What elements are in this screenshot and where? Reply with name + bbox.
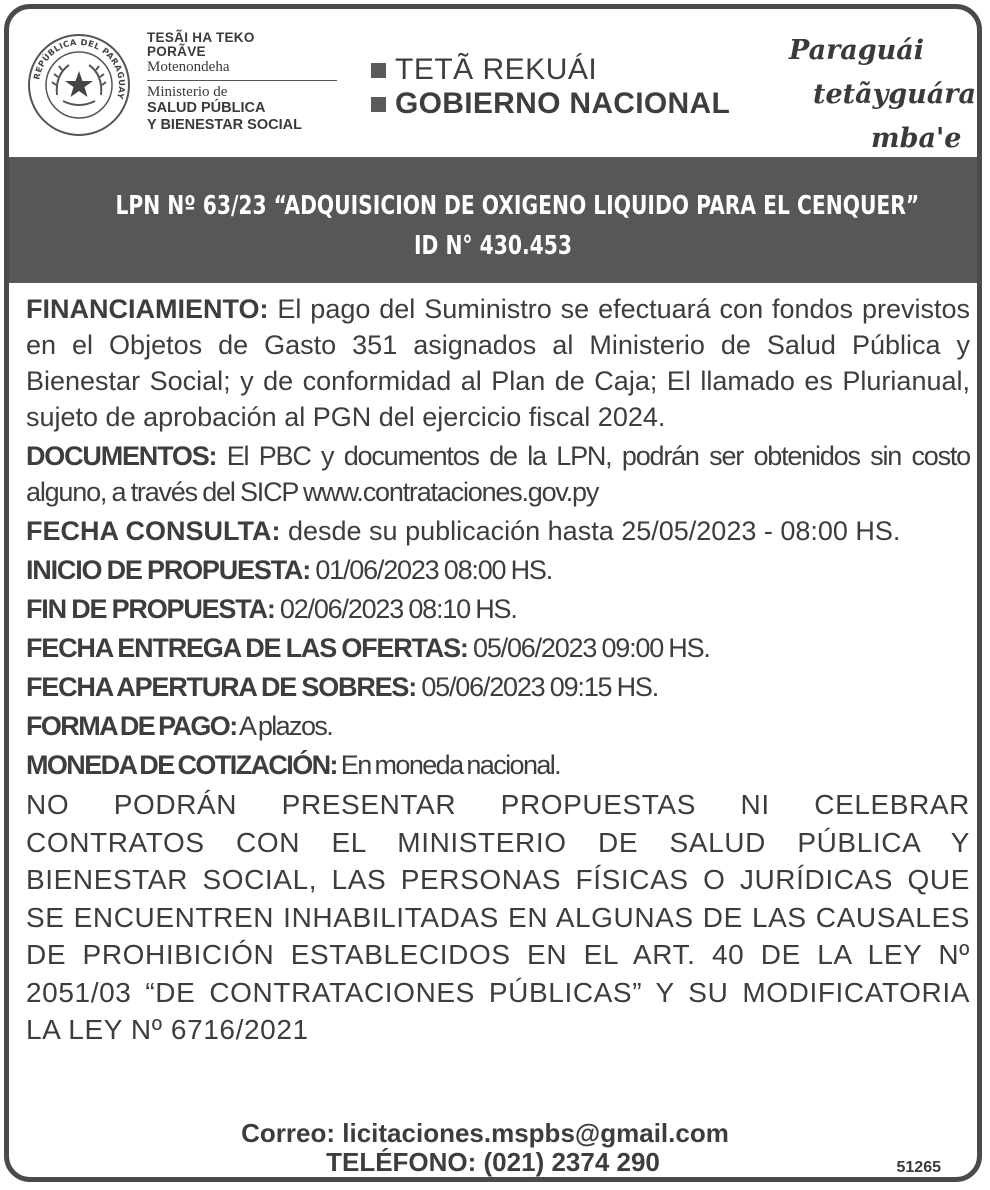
seal-text: REPÚBLICA DEL PARAGUAY <box>31 36 128 101</box>
entrega-text: 05/06/2023 09:00 HS. <box>467 633 710 663</box>
ministry-divider <box>147 80 337 81</box>
national-seal-icon <box>27 33 131 137</box>
publication-code: 51265 <box>896 1159 941 1176</box>
ministry-line-3: Motenondeha <box>147 59 230 75</box>
contact-phone: TELÉFONO: (021) 2374 290 <box>326 1147 660 1177</box>
consulta-paragraph <box>26 513 970 549</box>
ministry-block <box>147 31 357 134</box>
documentos-text: El PBC y documentos de la LPN, podrán ser obtenidos sin costo alguno, a través del SICP www.contrataciones.gov.py <box>26 441 970 507</box>
ministry-line-4: Ministerio de <box>147 84 228 100</box>
header <box>9 9 977 157</box>
ministry-line-6: Y BIENESTAR SOCIAL <box>147 117 302 133</box>
government-block <box>371 53 730 121</box>
consulta-label: FECHA CONSULTA: <box>26 516 281 546</box>
apertura-paragraph <box>26 669 970 705</box>
financiamiento-text: El pago del Suministro se efectuará con fondos previstos en el Objetos de Gasto 351 asignados al Ministerio de Salud Pública y Bienestar Social; y de conformidad al Plan de Caja; El llamado es Plurianual, sujeto de aprobación al PGN del ejercicio fiscal 2024. <box>26 294 970 432</box>
fin-paragraph <box>26 591 970 627</box>
tender-id: ID N° 430.453 <box>414 231 572 261</box>
documentos-paragraph <box>26 438 970 510</box>
entrega-paragraph <box>26 630 970 666</box>
fin-label: FIN DE PROPUESTA: <box>26 594 275 624</box>
tender-title: LPN Nº 63/23 “ADQUISICION DE OXIGENO LIQUIDO PARA EL CENQUER” <box>115 191 920 221</box>
gov-line-2: GOBIERNO NACIONAL <box>395 87 731 120</box>
notice-body <box>26 291 970 1077</box>
contact-footer <box>9 1119 977 1177</box>
contact-email: Correo: licitaciones.mspbs@gmail.com <box>241 1118 729 1148</box>
prohibition-notice: NO PODRÁN PRESENTAR PROPUESTAS NI CELEBRAR CONTRATOS CON EL MINISTERIO DE SALUD PÚBLICA Y BIENESTAR SOCIAL, LAS PERSONAS FÍSICAS O JURÍDICAS QUE SE ENCUENTREN INHABILITADAS EN ALGUNAS DE LAS CAUSALES DE PROHIBICIÓN ESTABLECIDOS EN EL ART. 40 DE LA LEY Nº 2051/03 “DE CONTRATACIONES PÚBLICAS” Y SU MODIFICATORIA LA LEY Nº 6716/2021 <box>26 789 970 1045</box>
slogan-line-1: Paraguái <box>789 35 925 66</box>
notice-frame <box>4 4 982 1182</box>
entrega-label: FECHA ENTREGA DE LAS OFERTAS: <box>26 633 468 663</box>
moneda-text: En moneda nacional. <box>336 750 561 780</box>
financiamiento-label: FINANCIAMIENTO: <box>26 294 269 324</box>
square-bullet-icon <box>371 63 386 78</box>
slogan-line-2: tetãyguára <box>813 79 977 110</box>
pago-paragraph <box>26 708 970 744</box>
ministry-line-2: PORÃVE <box>147 44 206 59</box>
inicio-paragraph <box>26 552 970 588</box>
slogan-line-3: mba'e <box>871 123 962 153</box>
consulta-text: desde su publicación hasta 25/05/2023 - 08:00 HS. <box>280 516 901 546</box>
inicio-text: 01/06/2023 08:00 HS. <box>310 555 553 585</box>
gov-line-1: TETÃ REKUÁI <box>395 53 598 86</box>
documentos-label: DOCUMENTOS: <box>26 441 217 471</box>
financiamiento-paragraph <box>26 291 970 435</box>
square-bullet-icon <box>371 97 386 112</box>
apertura-text: 05/06/2023 09:15 HS. <box>416 672 659 702</box>
moneda-label: MONEDA DE COTIZACIÓN: <box>26 750 337 780</box>
inicio-label: INICIO DE PROPUESTA: <box>26 555 311 585</box>
apertura-label: FECHA APERTURA DE SOBRES: <box>26 672 417 702</box>
moneda-paragraph <box>26 747 970 783</box>
ministry-line-1: TESÃI HA TEKO <box>147 30 255 45</box>
ministry-line-5: SALUD PÚBLICA <box>147 100 266 116</box>
pago-text: A plazos. <box>236 711 333 741</box>
pago-label: FORMA DE PAGO: <box>26 711 237 741</box>
title-band <box>9 157 977 283</box>
slogan-logo <box>779 23 979 153</box>
fin-text: 02/06/2023 08:10 HS. <box>274 594 517 624</box>
